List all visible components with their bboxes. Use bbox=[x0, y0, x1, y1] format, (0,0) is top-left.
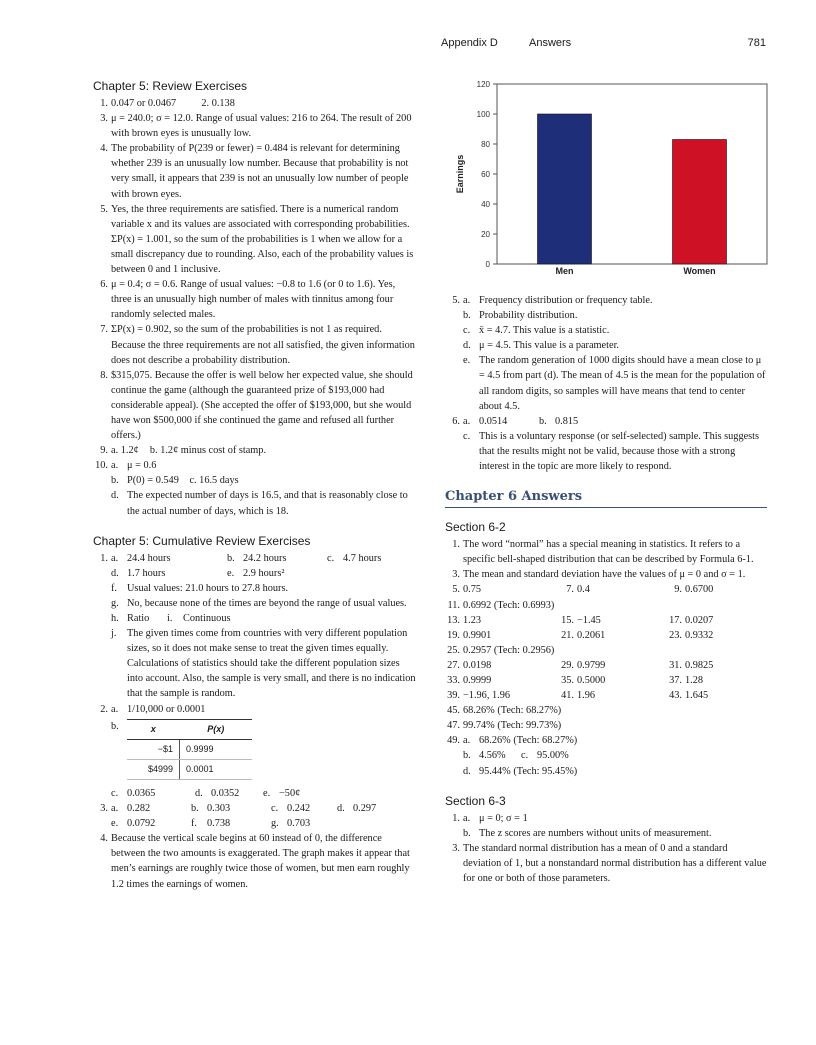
answer-5c-2: 2. a. 1/10,000 or 0.0001 b. x P(x) −$1 0.9999 $4999 0.0001 c. 0.0365 d. 0.0352 e. −50¢ bbox=[100, 703, 301, 799]
answer-5c-4: 4. Because the vertical scale begins at 60 instead of 0, the difference between the two amounts is exaggerated. The graph makes it appear that men’s earnings are roughly twice those of women, but men earn roughly 1.2 times the earnings of women. bbox=[100, 833, 410, 890]
section-6-3-heading: Section 6-3 bbox=[445, 793, 506, 808]
answer-number: 17. bbox=[669, 614, 682, 626]
answer-grid-row bbox=[445, 673, 767, 688]
answer-grid-row bbox=[445, 658, 767, 673]
left-column bbox=[93, 78, 417, 892]
answer-5c-1: 1. a. 24.4 hours b. 24.2 hours c. 4.7 hours d. 1.7 hours e. 2.9 hours² f. Usual values: 21.0 hours to 27.8 hours. g. No, because none of the times are beyond the range of usual values. h. Ratio i. Continuous j. The given times come from countries with very different population sizes, so it does not make sense to treat the given times equally. Calculations of statistics should take the different population sizes into account. Also, the sample is very small, and there is no indication that the sample is random. bbox=[100, 552, 416, 700]
answer-value: 0.6992 (Tech: 0.6993) bbox=[463, 599, 555, 611]
section-6-2-answer-grid bbox=[445, 582, 767, 733]
table-row: −$1 0.9999 bbox=[127, 739, 252, 759]
answer-number: 33. bbox=[447, 674, 460, 686]
answer-value: 1.96 bbox=[577, 690, 596, 702]
right-column bbox=[445, 293, 767, 886]
section-label: Answers bbox=[529, 37, 572, 49]
answer-number: 9. bbox=[674, 584, 682, 596]
x-tick-label: Women bbox=[683, 266, 716, 276]
answer-number: 31. bbox=[669, 659, 682, 671]
answer-value: 0.9999 bbox=[463, 674, 492, 686]
answer-5c-5: 5. a. Frequency distribution or frequency table. b. Probability distribution. c. x̄ = 4.7. This value is a statistic. d. μ = 4.5. This value is a parameter. e. The random generation of 1000 digits should have a mean close to μ = 4.5 from part (d). The mean of 4.5 is the mean for the population of all random digits, so samples will have means that tend to center about 4.5. bbox=[452, 295, 766, 412]
answer-number: 47. bbox=[447, 720, 460, 732]
cumulative-review-heading: Chapter 5: Cumulative Review Exercises bbox=[93, 533, 311, 548]
answer-number: 5. bbox=[452, 584, 460, 596]
answer-grid-row bbox=[445, 688, 767, 703]
answer-6-2-3: 3. The mean and standard deviation have the values of μ = 0 and σ = 1. bbox=[452, 569, 746, 581]
answer-5c-6: 6. a. 0.0514 b. 0.815 c. This is a voluntary response (or self-selected) sample. This suggests that the results might not be valid, because those with a strong interest in the topic are more likely to respond. bbox=[452, 415, 760, 473]
y-tick-label: 40 bbox=[481, 200, 490, 209]
table-header-x: x bbox=[127, 719, 180, 739]
appendix-label: Appendix D bbox=[441, 37, 498, 49]
chapter-6-heading: Chapter 6 Answers bbox=[445, 488, 767, 508]
answer-6-3-1: 1. a. μ = 0; σ = 1 b. The z scores are numbers without units of measurement. bbox=[452, 812, 712, 839]
answer-number: 37. bbox=[669, 674, 682, 686]
answer-6-3-3: 3. The standard normal distribution has a mean of 0 and a standard deviation of 1, but a nonstandard normal distribution has a different value for one or both of those parameters. bbox=[452, 842, 767, 884]
answer-grid-row bbox=[445, 582, 767, 597]
answer-5r-1: 1. 0.047 or 0.0467 2. 0.138 bbox=[100, 98, 235, 109]
answer-value: −1.96, 1.96 bbox=[463, 690, 510, 702]
answer-value: 0.9901 bbox=[463, 629, 492, 641]
answer-number: 7. bbox=[566, 584, 574, 596]
answer-number: 43. bbox=[669, 690, 682, 702]
answer-value: −1.45 bbox=[577, 614, 601, 626]
answer-value: 0.9825 bbox=[685, 659, 714, 671]
answer-value: 68.26% (Tech: 68.27%) bbox=[463, 705, 562, 717]
answer-grid-row bbox=[445, 703, 767, 718]
probability-table bbox=[127, 719, 252, 780]
answer-value: 0.9332 bbox=[685, 629, 714, 641]
answer-number: 39. bbox=[447, 690, 460, 702]
answer-5r-7: 7. ΣP(x) = 0.902, so the sum of the probabilities is not 1 as required. Because the three requirements are not all satisfied, the given information does not describe a probability distribution. bbox=[100, 324, 415, 366]
answer-value: 0.4 bbox=[577, 584, 590, 596]
answer-5r-9: 9. a. 1.2¢ b. 1.2¢ minus cost of stamp. bbox=[100, 445, 267, 457]
bar-women bbox=[673, 140, 727, 265]
x-tick-label: Men bbox=[555, 266, 574, 276]
answer-5r-3: 3. μ = 240.0; σ = 12.0. Range of usual values: 216 to 264. The result of 200 with brown eyes is unusually low. bbox=[100, 113, 412, 140]
answer-value: 0.75 bbox=[463, 584, 482, 596]
answer-5c-3: 3. a. 0.282 b. 0.303 c. 0.242 d. 0.297 e. 0.0792 f. 0.738 g. 0.703 bbox=[100, 803, 377, 830]
answer-number: 23. bbox=[669, 629, 682, 641]
answer-number: 13. bbox=[447, 614, 460, 626]
y-tick-label: 20 bbox=[481, 230, 490, 239]
answer-value: 0.2957 (Tech: 0.2956) bbox=[463, 644, 555, 656]
answer-value: 1.23 bbox=[463, 614, 482, 626]
answer-value: 1.28 bbox=[685, 674, 704, 686]
answer-5r-8: 8. $315,075. Because the offer is well below her expected value, she should continue the game (although the guaranteed prize of $193,000 had considerable appeal). (She accepted the offer of $193,000, but she would have won $500,000 if she continued the game and refused all further offers.) bbox=[100, 369, 413, 442]
answer-grid-row bbox=[445, 628, 767, 643]
answer-number: 27. bbox=[447, 659, 460, 671]
running-header bbox=[441, 37, 766, 51]
answer-value: 1.645 bbox=[685, 690, 709, 702]
table-row: $4999 0.0001 bbox=[127, 759, 252, 779]
table-header-px: P(x) bbox=[180, 719, 253, 739]
y-tick-label: 80 bbox=[481, 140, 490, 149]
answer-grid-row bbox=[445, 643, 767, 658]
answer-value: 0.2061 bbox=[577, 629, 606, 641]
answer-6-2-49: 49. a. 68.26% (Tech: 68.27%) b. 4.56% c. 95.00% d. 95.44% (Tech: 95.45%) bbox=[447, 735, 578, 777]
earnings-bar-chart bbox=[441, 78, 771, 284]
y-tick-label: 100 bbox=[476, 110, 490, 119]
review-exercises-heading: Chapter 5: Review Exercises bbox=[93, 79, 248, 93]
y-tick-label: 60 bbox=[481, 170, 490, 179]
section-6-2-heading: Section 6-2 bbox=[445, 520, 506, 535]
answer-value: 0.9799 bbox=[577, 659, 606, 671]
answer-number: 29. bbox=[561, 659, 574, 671]
answer-number: 19. bbox=[447, 629, 460, 641]
answer-value: 99.74% (Tech: 99.73%) bbox=[463, 720, 562, 732]
y-axis-label: Earnings bbox=[455, 154, 465, 194]
answer-value: 0.0207 bbox=[685, 614, 714, 626]
answer-value: 0.0198 bbox=[463, 659, 492, 671]
answer-number: 41. bbox=[561, 690, 574, 702]
answer-5r-5: 5. Yes, the three requirements are satisfied. There is a numerical random variable x and its values are associated with corresponding probabilities. ΣP(x) = 1.001, so the sum of the probabilities is 1 when we allow for a small discrepancy due to rounding. Also, each of the probability values is between 0 and 1 inclusive. bbox=[100, 203, 414, 276]
answer-number: 21. bbox=[561, 629, 574, 641]
bar-men bbox=[538, 114, 592, 264]
answer-grid-row bbox=[445, 598, 767, 613]
answer-number: 15. bbox=[561, 614, 574, 626]
answer-number: 25. bbox=[447, 644, 460, 656]
answer-value: 0.5000 bbox=[577, 674, 606, 686]
answer-6-2-1: 1. The word “normal” has a special meaning in statistics. It refers to a specific bell-shaped distribution that can be described by Formula 6-1. bbox=[452, 539, 754, 566]
y-tick-label: 120 bbox=[476, 80, 490, 89]
answer-5r-4: 4. The probability of P(239 or fewer) = 0.484 is relevant for determining whether 239 is an unusually low number. Because that probability is not very small, it appears that 239 is not an unusually low number of people with brown eyes. bbox=[100, 143, 409, 200]
answer-number: 11. bbox=[447, 599, 460, 611]
answer-value: 0.6700 bbox=[685, 584, 714, 596]
answer-grid-row bbox=[445, 613, 767, 628]
answer-5r-6: 6. μ = 0.4; σ = 0.6. Range of usual values: −0.8 to 1.6 (or 0 to 1.6). Yes, three is an unusually high number of males with tinnitus among four randomly selected males. bbox=[100, 279, 396, 321]
answer-number: 35. bbox=[561, 674, 574, 686]
answer-grid-row bbox=[445, 718, 767, 733]
answer-number: 45. bbox=[447, 705, 460, 717]
y-tick-label: 0 bbox=[485, 260, 490, 269]
answer-5r-10: 10. a. μ = 0.6 b. P(0) = 0.549 c. 16.5 days d. The expected number of days is 16.5, and that is reasonably close to the actual number of days, which is 18. bbox=[95, 460, 408, 517]
page-number: 781 bbox=[747, 37, 766, 49]
